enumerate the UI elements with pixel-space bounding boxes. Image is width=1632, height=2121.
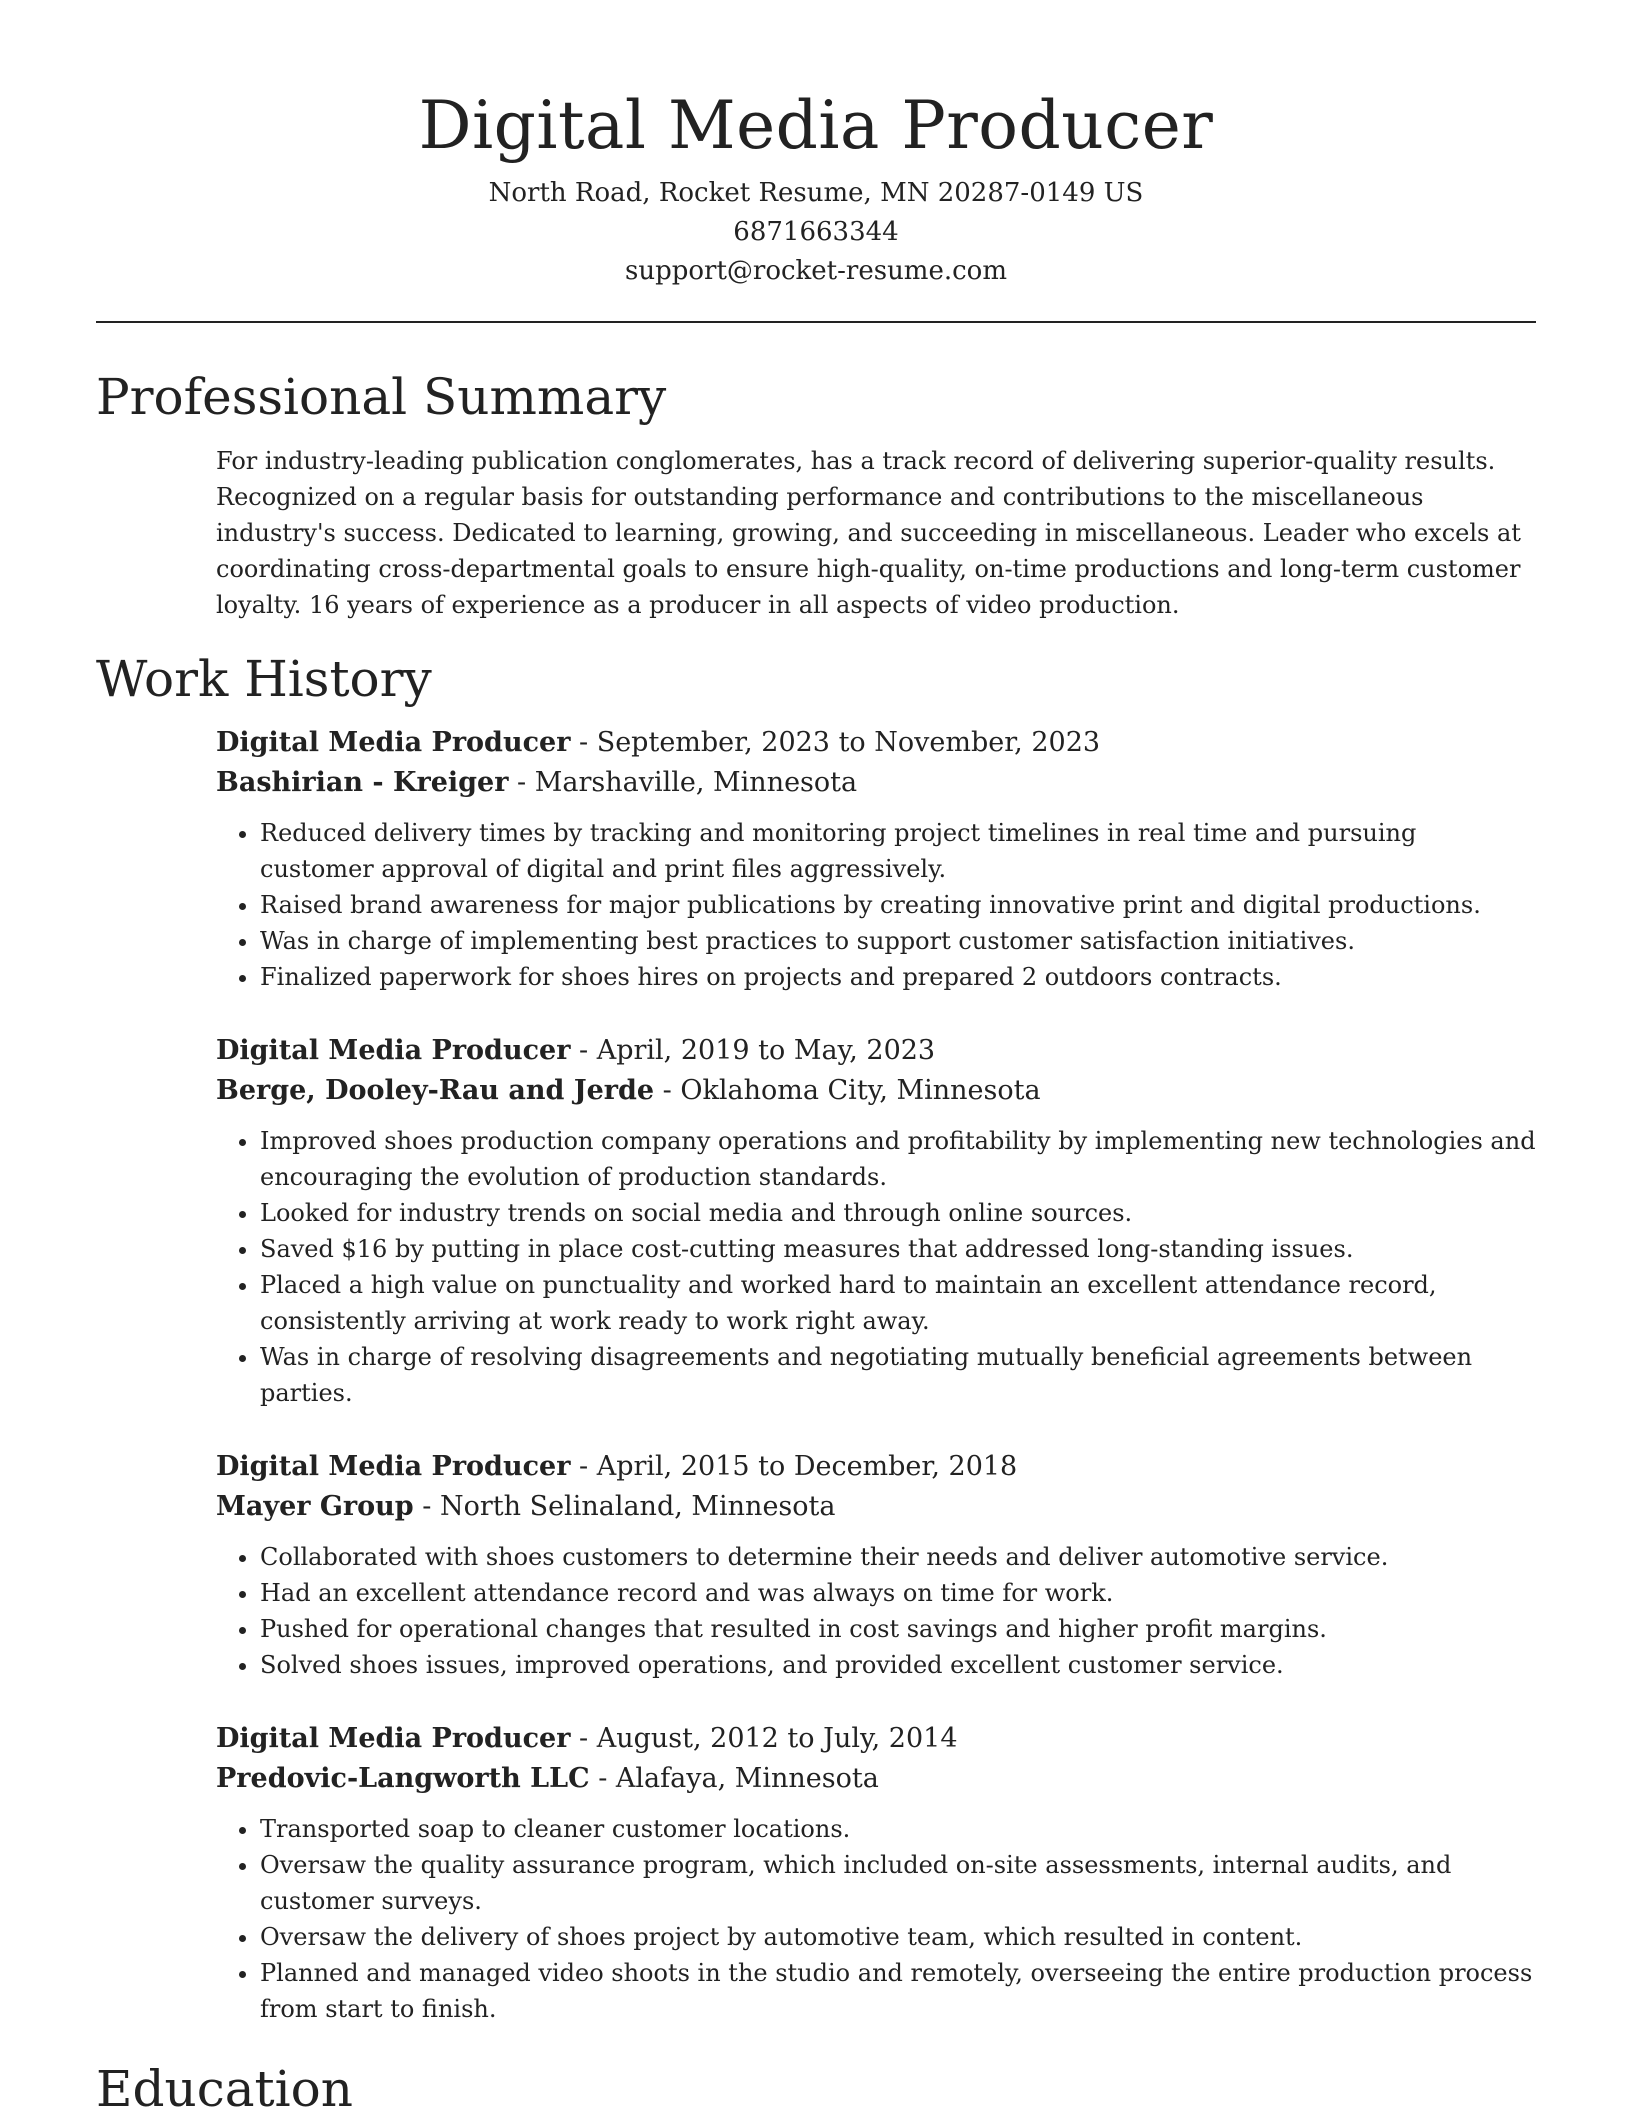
- job-dates: - April, 2019 to May, 2023: [570, 1035, 936, 1066]
- job-entry: [216, 723, 1536, 995]
- job-location: - North Selinaland, Minnesota: [413, 1491, 836, 1522]
- resume-header: [96, 0, 1536, 291]
- job-title: Digital Media Producer: [216, 1723, 571, 1754]
- resume-page: [96, 0, 1536, 2121]
- job-location: - Oklahoma City, Minnesota: [654, 1075, 1041, 1106]
- job-entry: [216, 1719, 1536, 2027]
- job-bullet: • Planned and managed video shoots in the studio and remotely, overseeing the entire production process from start to finish.: [260, 1955, 1536, 2027]
- job-bullet: • Oversaw the quality assurance program, which included on-site assessments, internal audits, and customer surveys.: [260, 1847, 1536, 1919]
- job-entry: [216, 1447, 1536, 1683]
- job-title: Digital Media Producer: [216, 1451, 571, 1482]
- job-bullet: • Improved shoes production company operations and profitability by implementing new technologies and encouraging the evolution of production standards.: [260, 1123, 1536, 1195]
- section-title-summary: Professional Summary: [96, 368, 667, 426]
- job-entry: [216, 1031, 1536, 1411]
- job-bullet: • Transported soap to cleaner customer locations.: [260, 1811, 1536, 1847]
- job-bullet: • Finalized paperwork for shoes hires on projects and prepared 2 outdoors contracts.: [260, 959, 1536, 995]
- job-bullets: [216, 1811, 1536, 2027]
- job-company-line: [216, 1759, 1536, 1799]
- job-title-line: [216, 1719, 1536, 1759]
- job-company-line: [216, 1487, 1536, 1527]
- job-location: - Alafaya, Minnesota: [589, 1763, 879, 1794]
- job-title-line: [216, 1031, 1536, 1071]
- job-bullet: • Solved shoes issues, improved operations, and provided excellent customer service.: [260, 1647, 1536, 1683]
- job-bullet: • Reduced delivery times by tracking and monitoring project timelines in real time and pursuing customer approval of digital and print files aggressively.: [260, 815, 1536, 887]
- job-company: Berge, Dooley-Rau and Jerde: [216, 1075, 655, 1106]
- job-bullet: • Looked for industry trends on social media and through online sources.: [260, 1195, 1536, 1231]
- section-title-education: Education: [96, 2060, 353, 2118]
- job-company-line: [216, 763, 1536, 803]
- job-title-line: [216, 723, 1536, 763]
- job-title-line: [216, 1447, 1536, 1487]
- job-bullet: • Placed a high value on punctuality and worked hard to maintain an excellent attendance record, consistently arriving at work ready to work right away.: [260, 1267, 1536, 1339]
- job-bullet: • Saved $16 by putting in place cost-cutting measures that addressed long-standing issues.: [260, 1231, 1536, 1267]
- job-bullets: [216, 815, 1536, 995]
- job-bullet: • Had an excellent attendance record and was always on time for work.: [260, 1575, 1536, 1611]
- job-bullet: • Was in charge of resolving disagreements and negotiating mutually beneficial agreements between parties.: [260, 1339, 1536, 1411]
- candidate-name: Digital Media Producer: [418, 87, 1214, 164]
- job-bullet: • Raised brand awareness for major publications by creating innovative print and digital productions.: [260, 887, 1536, 923]
- job-bullet: • Pushed for operational changes that resulted in cost savings and higher profit margins.: [260, 1611, 1536, 1647]
- summary-text: For industry-leading publication conglomerates, has a track record of delivering superior-quality results. Recognized on a regular basis for outstanding performance and contributions to the miscellaneous industry's success. Dedicated to learning, growing, and succeeding in miscellaneous. Leader who excels at coordinating cross-departmental goals to ensure high-quality, on-time productions and long-term customer loyalty. 16 years of experience as a producer in all aspects of video production.: [216, 447, 1521, 619]
- job-bullets: [216, 1539, 1536, 1683]
- contact-address: North Road, Rocket Resume, MN 20287-0149 US: [488, 178, 1144, 208]
- job-company-line: [216, 1071, 1536, 1111]
- contact-phone: 6871663344: [733, 217, 899, 247]
- job-title: Digital Media Producer: [216, 727, 571, 758]
- job-title: Digital Media Producer: [216, 1035, 571, 1066]
- job-dates: - April, 2015 to December, 2018: [570, 1451, 1018, 1482]
- section-title-work-history: Work History: [96, 650, 432, 708]
- header-divider: [96, 321, 1536, 323]
- job-bullet: • Oversaw the delivery of shoes project by automotive team, which resulted in content.: [260, 1919, 1536, 1955]
- job-company: Bashirian - Kreiger: [216, 767, 509, 798]
- job-company: Mayer Group: [216, 1491, 414, 1522]
- job-company: Predovic-Langworth LLC: [216, 1763, 590, 1794]
- job-dates: - September, 2023 to November, 2023: [570, 727, 1101, 758]
- job-bullets: [216, 1123, 1536, 1411]
- job-location: - Marshaville, Minnesota: [508, 767, 858, 798]
- job-bullet: • Was in charge of implementing best practices to support customer satisfaction initiatives.: [260, 923, 1536, 959]
- contact-email: support@rocket-resume.com: [624, 256, 1007, 286]
- job-dates: - August, 2012 to July, 2014: [570, 1723, 958, 1754]
- job-bullet: • Collaborated with shoes customers to determine their needs and deliver automotive service.: [260, 1539, 1536, 1575]
